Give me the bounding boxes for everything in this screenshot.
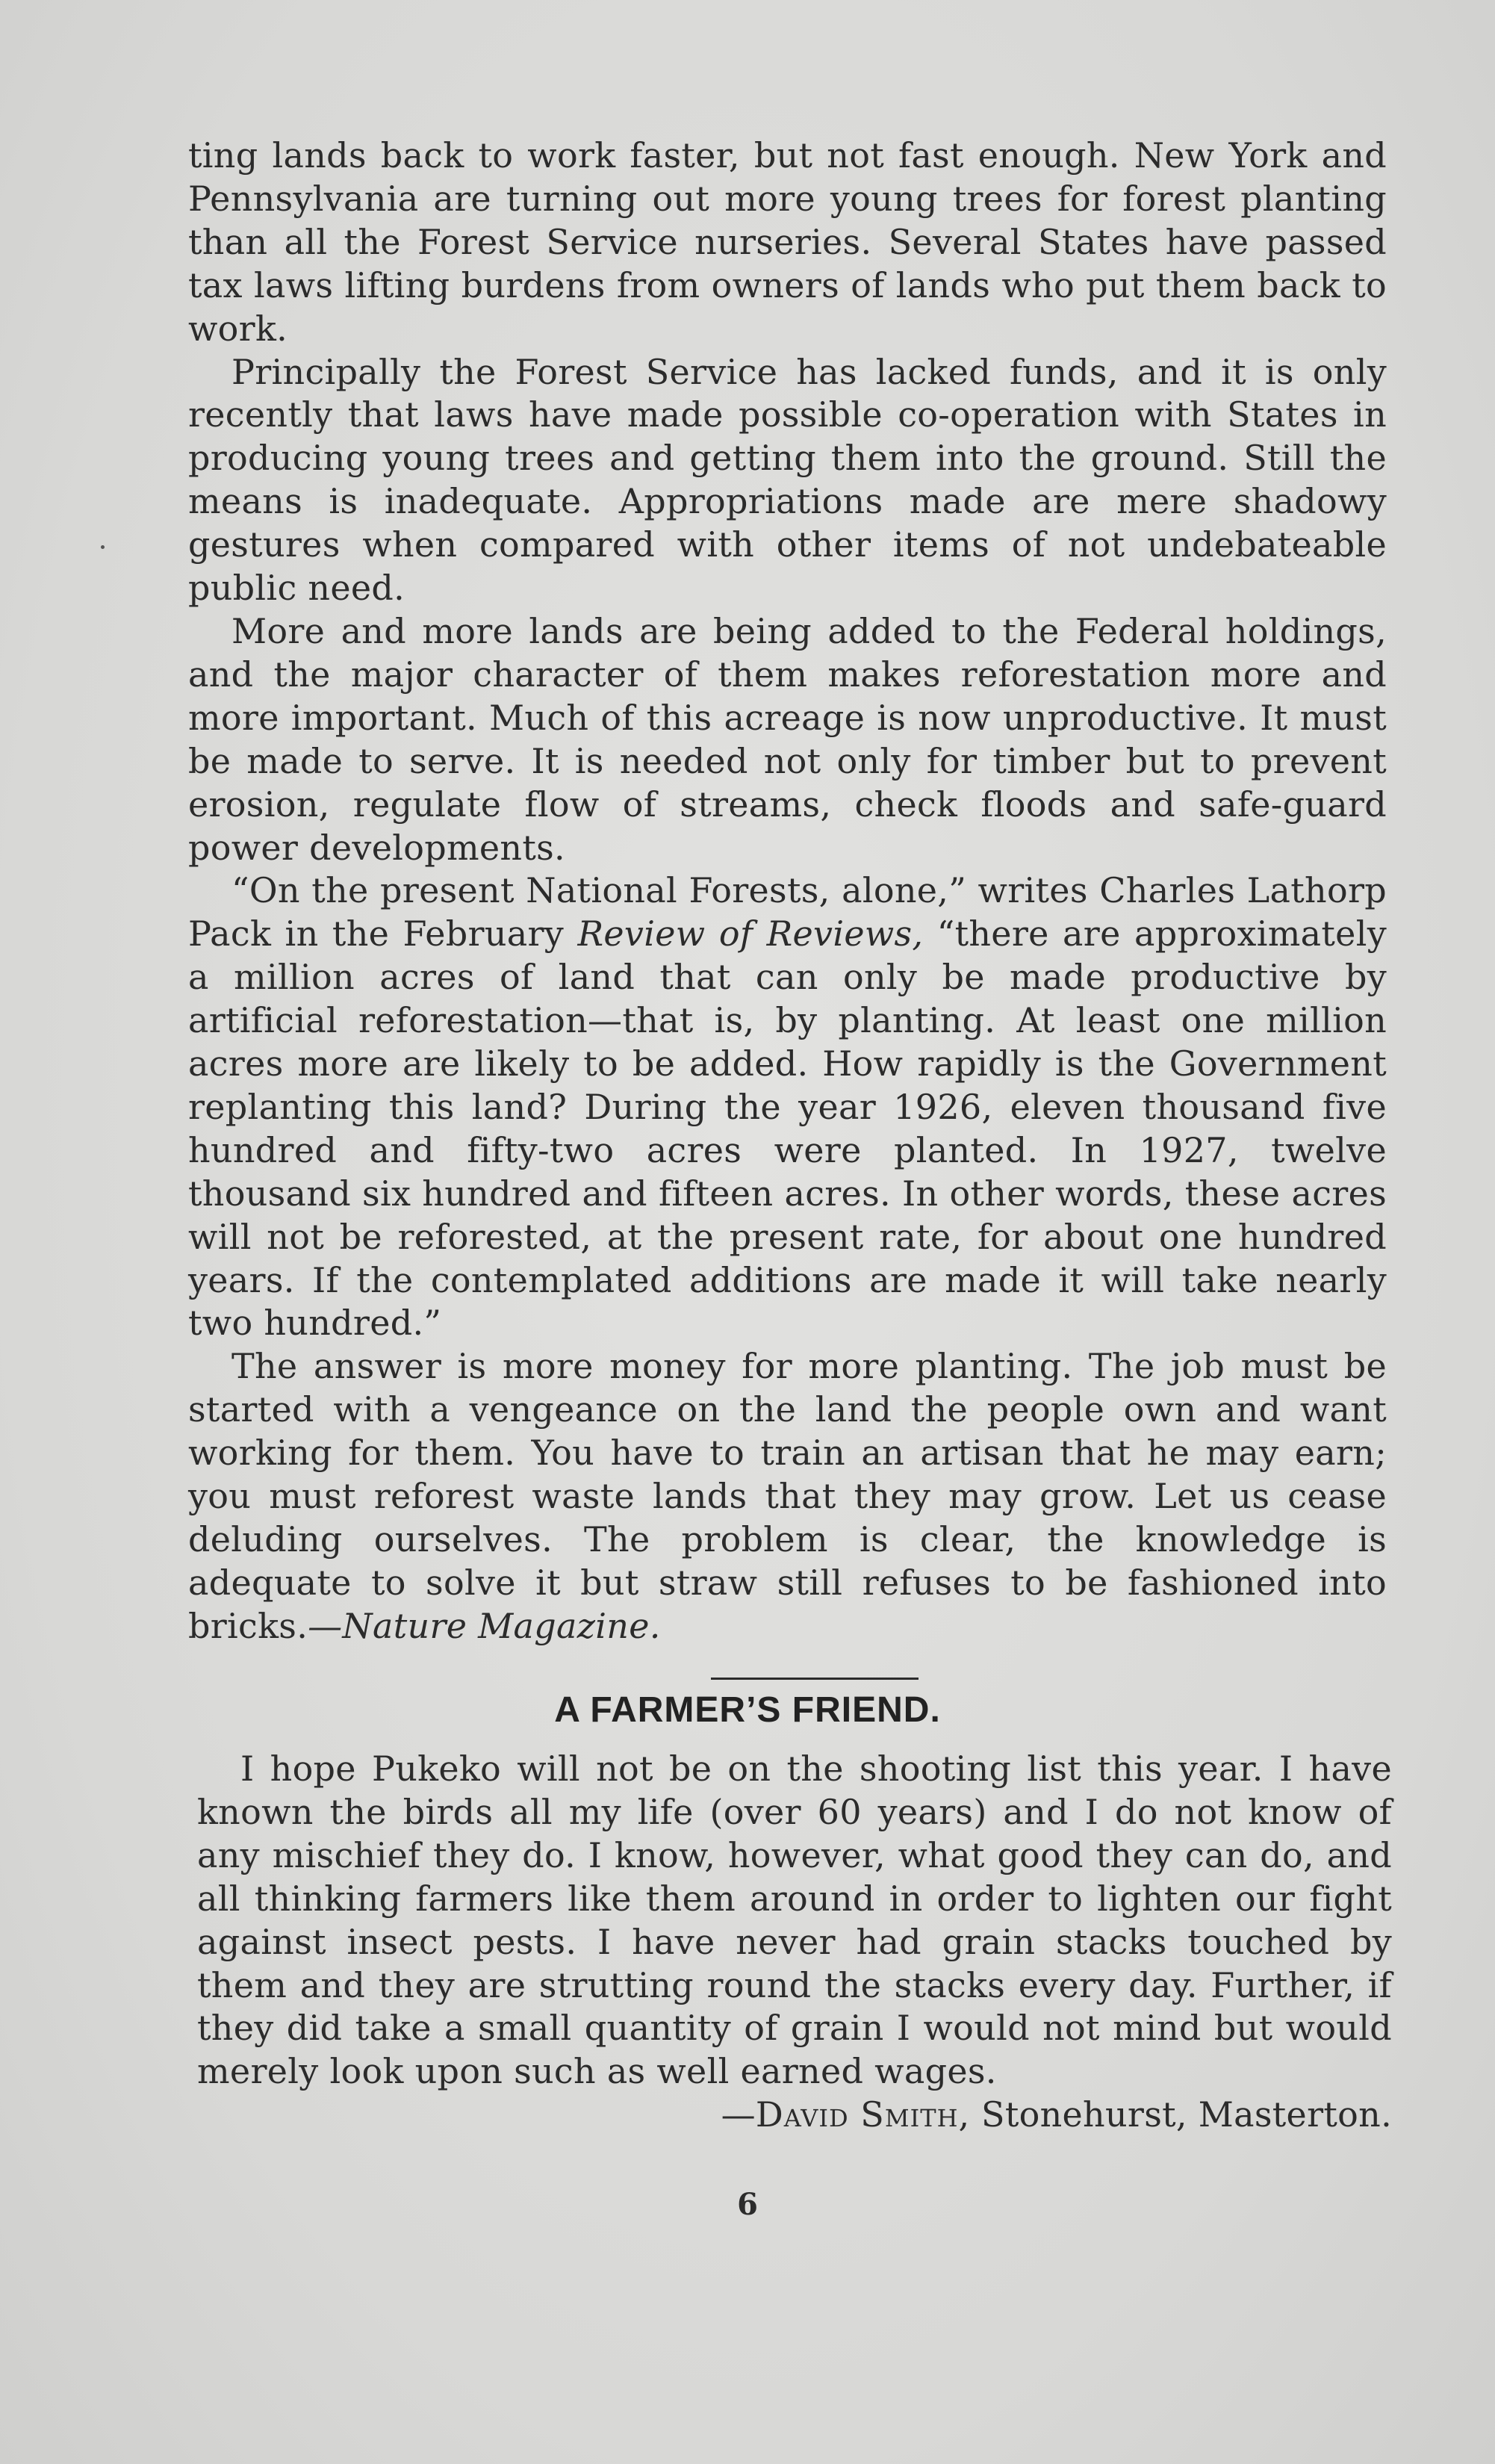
letter-body	[197, 1748, 1392, 2137]
paragraph-4-text-before: “On the present National Forests, alone,” writes Charles Lathorp Pack in the February	[188, 870, 1387, 955]
letter-text: I hope Pukeko will not be on the shooting list this year. I have known the birds all my life (over 60 years) and I do not know of any mischief they do. I know, however, what good they can do, and all thinking farmers like them around in order to lighten our fight against insect pests. I have never had grain stacks touched by them and they are strutting round the stacks every day. Further, if they did take a small quantity of grain I would not mind but would merely look upon such as well earned wages.	[197, 1748, 1392, 2092]
section-divider	[711, 1678, 919, 1680]
paragraph-2: Principally the Forest Service has lacked funds, and it is only recently that laws have made possible co-operation with States in producing young trees and getting them into the ground. Still the means is inadequate. Appropriations made are mere shadowy gestures when compared with other items of not undebateable public need.	[188, 351, 1387, 609]
article-body	[188, 134, 1387, 1648]
signature-place: Stonehurst, Masterton.	[970, 2094, 1392, 2135]
publication-title: Review of Reviews,	[577, 913, 924, 955]
paragraph-1: ting lands back to work faster, but not fast enough. New York and Pennsylvania are turning out more young trees for forest planting than all the Forest Service nurseries. Several States have passed tax laws lifting burdens from owners of lands who put them back to work.	[188, 135, 1387, 349]
article-source: —Nature Magazine.	[308, 1605, 661, 1646]
letter-signature	[678, 2094, 1392, 2137]
paper-speck	[101, 545, 105, 549]
signature-name: David Smith,	[755, 2094, 971, 2135]
paragraph-5	[188, 1345, 1387, 1648]
section-title: A FARMER’S FRIEND.	[554, 1690, 941, 1730]
page-number: 6	[737, 2187, 758, 2222]
paragraph-4-text-after: “there are approximately a million acres of land that can only be made productive by artificial reforestation—that is, by planting. At least one million acres more are likely to be added. How rapidly is the Government replanting this land? During the year 1926, eleven thousand five hundred and fifty-two acres were planted. In 1927, twelve thousand six hundred and fifteen acres. In other words, these acres will not be reforested, at the present rate, for about one hundred years. If the contemplated additions are made it will take nearly two hundred.”	[188, 913, 1387, 1344]
signature-dash: —	[721, 2094, 756, 2135]
paragraph-3: More and more lands are being added to the Federal holdings, and the major character of them makes reforestation more and more important. Much of this acreage is now unproductive. It must be made to serve. It is needed not only for timber but to prevent erosion, regulate flow of streams, check floods and safe-guard power developments.	[188, 610, 1387, 868]
letter-paragraph	[197, 1748, 1392, 2135]
paragraph-4	[188, 869, 1387, 1345]
paragraph-5-text: The answer is more money for more planting. The job must be started with a vengeance on the land the people own and want working for them. You have to train an artisan that he may earn; you must reforest waste lands that they may grow. Let us cease deluding ourselves. The problem is clear, the knowledge is adequate to solve it but straw still refuses to be fashioned into bricks.	[188, 1346, 1387, 1646]
